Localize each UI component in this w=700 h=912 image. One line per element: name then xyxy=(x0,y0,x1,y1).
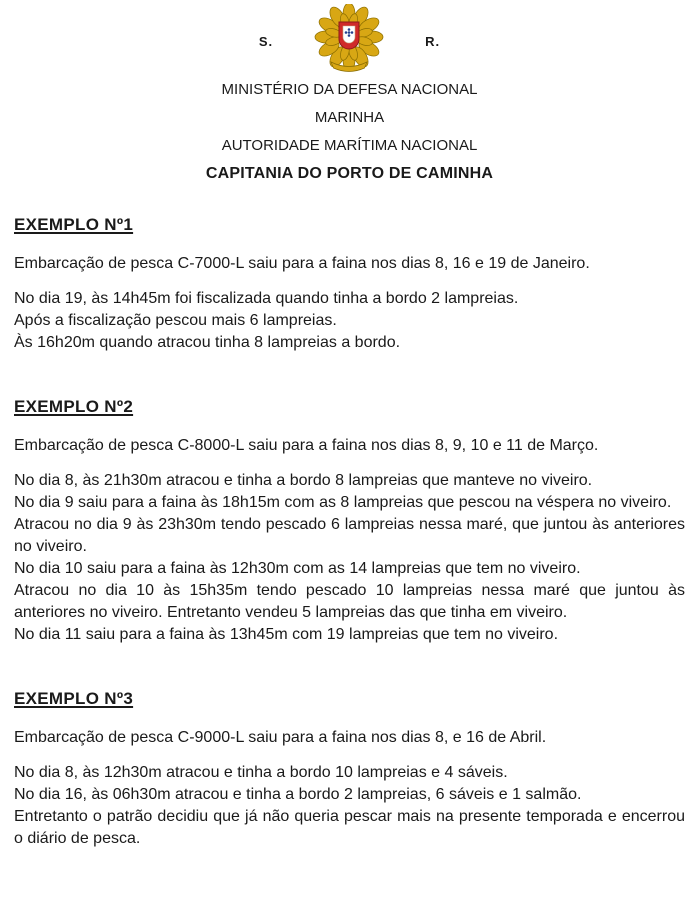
letterhead-initial-left: S. xyxy=(258,33,274,49)
example-body-line: No dia 9 saiu para a faina às 18h15m com as 8 lampreias que pescou na véspera no viveiro. xyxy=(14,494,672,511)
example-body-line: Às 16h20m quando atracou tinha 8 lampreias a bordo. xyxy=(14,334,401,351)
example-body-line: No dia 16, às 06h30m atracou e tinha a bordo 2 lampreias, 6 sáveis e 1 salmão. xyxy=(14,786,582,803)
example-body-line: Entretanto o patrão decidiu que já não queria pescar mais na presente temporada e encerrou o diário de pesca. xyxy=(14,808,685,847)
example-section xyxy=(14,214,685,354)
example-body-line: Atracou no dia 9 às 23h30m tendo pescado 6 lampreias nessa maré, que juntou às anteriores no viveiro. xyxy=(14,516,685,555)
example-intro: Embarcação de pesca C-8000-L saiu para a faina nos dias 8, 9, 10 e 11 de Março. xyxy=(14,437,599,454)
example-section xyxy=(14,396,685,646)
portuguese-coat-of-arms-icon xyxy=(303,4,395,79)
example-body xyxy=(14,762,685,850)
example-intro: Embarcação de pesca C-7000-L saiu para a faina nos dias 8, 16 e 19 de Janeiro. xyxy=(14,255,590,272)
letterhead-emblem-row xyxy=(14,6,685,76)
example-body-line: Atracou no dia 10 às 15h35m tendo pescado 10 lampreias nessa maré que juntou às anteriores no viveiro. Entretanto vendeu 5 lampreias das que tinha em viveiro. xyxy=(14,582,685,621)
example-title: EXEMPLO Nº1 xyxy=(14,215,134,234)
letterhead xyxy=(14,6,685,188)
example-body-line: Após a fiscalização pescou mais 6 lampreias. xyxy=(14,312,337,329)
example-title: EXEMPLO Nº3 xyxy=(14,689,134,708)
letterhead-line-ministry: MINISTÉRIO DA DEFESA NACIONAL xyxy=(221,81,478,98)
example-intro: Embarcação de pesca C-9000-L saiu para a faina nos dias 8, e 16 de Abril. xyxy=(14,729,547,746)
example-body-line: No dia 11 saiu para a faina às 13h45m com 19 lampreias que tem no viveiro. xyxy=(14,626,559,643)
letterhead-office: CAPITANIA DO PORTO DE CAMINHA xyxy=(205,165,494,182)
letterhead-line-authority: AUTORIDADE MARÍTIMA NACIONAL xyxy=(221,137,478,154)
letterhead-line-navy: MARINHA xyxy=(314,109,385,126)
example-body-line: No dia 8, às 21h30m atracou e tinha a bordo 8 lampreias que manteve no viveiro. xyxy=(14,472,593,489)
letterhead-initial-right: R. xyxy=(425,33,441,49)
example-body xyxy=(14,288,685,354)
example-body xyxy=(14,470,685,646)
example-section xyxy=(14,688,685,850)
example-body-line: No dia 8, às 12h30m atracou e tinha a bordo 10 lampreias e 4 sáveis. xyxy=(14,764,508,781)
examples-list xyxy=(14,214,685,850)
example-title: EXEMPLO Nº2 xyxy=(14,397,134,416)
example-body-line: No dia 10 saiu para a faina às 12h30m com as 14 lampreias que tem no viveiro. xyxy=(14,560,581,577)
example-body-line: No dia 19, às 14h45m foi fiscalizada quando tinha a bordo 2 lampreias. xyxy=(14,290,519,307)
